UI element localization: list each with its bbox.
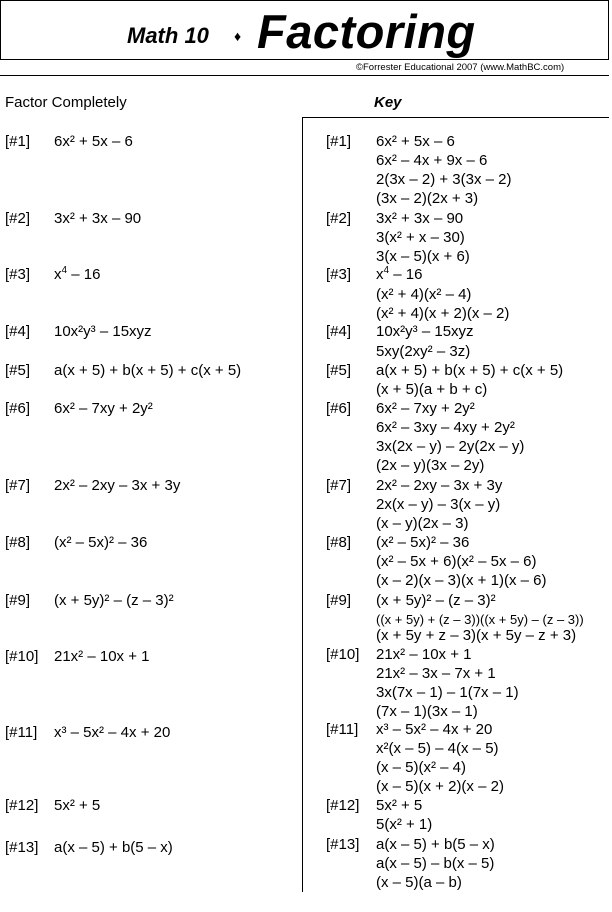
problem-expression: 10x²y³ – 15xyz (54, 323, 152, 340)
problem-expression: 5x² + 5 (54, 797, 101, 814)
problem-expression: 3x² + 3x – 90 (54, 210, 142, 227)
key-step: 2x(x – y) – 3(x – y) (376, 496, 501, 513)
problem-label: [#5] (5, 362, 31, 379)
key-step: (x² – 5x)² – 36 (376, 534, 470, 551)
problem-label: [#8] (5, 534, 31, 551)
key-step: 6x² + 5x – 6 (376, 133, 455, 150)
key-step: (7x – 1)(3x – 1) (376, 703, 478, 720)
key-top-divider (302, 117, 609, 118)
key-step: 21x² – 10x + 1 (376, 646, 472, 663)
key-step: (2x – y)(3x – 2y) (376, 457, 485, 474)
expr-rest: – 16 (67, 266, 101, 283)
key-step: 5x² + 5 (376, 797, 423, 814)
key-step: 6x² – 7xy + 2y² (376, 400, 475, 417)
key-label: [#3] (326, 266, 352, 283)
key-step: a(x + 5) + b(x + 5) + c(x + 5) (376, 362, 564, 379)
problem-expression: x³ – 5x² – 4x + 20 (54, 724, 171, 741)
page-title: Factoring (257, 5, 476, 58)
problem-expression: a(x + 5) + b(x + 5) + c(x + 5) (54, 362, 242, 379)
expr-base: x (376, 266, 384, 283)
key-step: (x² + 4)(x + 2)(x – 2) (376, 305, 510, 322)
key-label: [#1] (326, 133, 352, 150)
problem-expression: (x² – 5x)² – 36 (54, 534, 148, 551)
expr-exponent: 4 (383, 265, 390, 276)
problem-label: [#11] (5, 724, 38, 741)
key-step: (x + 5y)² – (z – 3)² (376, 592, 496, 609)
key-step: (x – 5)(a – b) (376, 874, 462, 891)
key-step: x³ – 5x² – 4x + 20 (376, 721, 493, 738)
key-label: [#12] (326, 797, 360, 814)
course-title: Math 10 (127, 23, 209, 48)
key-label: [#13] (326, 836, 360, 853)
key-step: (3x – 2)(2x + 3) (376, 190, 479, 207)
problem-expression: 6x² – 7xy + 2y² (54, 400, 153, 417)
key-step: 6x² – 3xy – 4xy + 2y² (376, 419, 515, 436)
key-step: (x² – 5x + 6)(x² – 5x – 6) (376, 553, 537, 570)
key-step: 3x(7x – 1) – 1(7x – 1) (376, 684, 519, 701)
key-label: [#6] (326, 400, 352, 417)
key-step: (x – y)(2x – 3) (376, 515, 469, 532)
key-step: 3x(2x – y) – 2y(2x – y) (376, 438, 525, 455)
diamond-separator-icon: ♦ (234, 28, 242, 44)
expr-base: x (54, 266, 62, 283)
key-step: 5(x² + 1) (376, 816, 433, 833)
problem-label: [#10] (5, 648, 39, 665)
problem-expression: 21x² – 10x + 1 (54, 648, 150, 665)
key-step: (x – 5)(x² – 4) (376, 759, 467, 776)
problem-label: [#6] (5, 400, 31, 417)
expr-exponent: 4 (61, 265, 68, 276)
problem-label: [#1] (5, 133, 31, 150)
problem-expression: 2x² – 2xy – 3x + 3y (54, 477, 181, 494)
key-step: 10x²y³ – 15xyz (376, 323, 474, 340)
problem-label: [#12] (5, 797, 39, 814)
key-step: 6x² – 4x + 9x – 6 (376, 152, 488, 169)
instructions: Factor Completely (5, 94, 127, 111)
expr-rest: – 16 (389, 266, 423, 283)
problem-label: [#9] (5, 592, 31, 609)
key-step: a(x – 5) – b(x – 5) (376, 855, 495, 872)
key-step (376, 266, 422, 284)
key-label: [#2] (326, 210, 352, 227)
key-heading: Key (374, 94, 402, 111)
key-label: [#7] (326, 477, 352, 494)
key-step: ((x + 5y) + (z – 3))((x + 5y) – (z – 3)) (376, 612, 584, 627)
key-step: 3x² + 3x – 90 (376, 210, 464, 227)
problem-expression (54, 266, 100, 284)
key-step: (x – 5)(x + 2)(x – 2) (376, 778, 504, 795)
key-label: [#9] (326, 592, 352, 609)
problem-label: [#3] (5, 266, 31, 283)
key-label: [#11] (326, 721, 359, 738)
problem-expression: (x + 5y)² – (z – 3)² (54, 592, 174, 609)
key-column-divider (302, 117, 303, 892)
title-box (0, 0, 609, 60)
key-step: (x + 5y + z – 3)(x + 5y – z + 3) (376, 627, 577, 644)
problem-label: [#13] (5, 839, 39, 856)
key-step: x²(x – 5) – 4(x – 5) (376, 740, 499, 757)
copyright-notice: ©Forrester Educational 2007 (www.MathBC.com) (356, 62, 565, 73)
key-step: a(x – 5) + b(5 – x) (376, 836, 495, 853)
key-step: (x – 2)(x – 3)(x + 1)(x – 6) (376, 572, 547, 589)
key-label: [#8] (326, 534, 352, 551)
key-step: 21x² – 3x – 7x + 1 (376, 665, 496, 682)
key-step: (x² + 4)(x² – 4) (376, 286, 472, 303)
key-label: [#5] (326, 362, 352, 379)
problem-label: [#4] (5, 323, 31, 340)
problem-label: [#7] (5, 477, 31, 494)
key-step: (x + 5)(a + b + c) (376, 381, 488, 398)
problem-expression: a(x – 5) + b(5 – x) (54, 839, 173, 856)
problem-label: [#2] (5, 210, 31, 227)
key-label: [#10] (326, 646, 360, 663)
key-step: 2x² – 2xy – 3x + 3y (376, 477, 503, 494)
header-divider (0, 75, 609, 76)
key-step: 5xy(2xy² – 3z) (376, 343, 471, 360)
problem-expression: 6x² + 5x – 6 (54, 133, 133, 150)
key-step: 2(3x – 2) + 3(3x – 2) (376, 171, 512, 188)
key-label: [#4] (326, 323, 352, 340)
key-step: 3(x² + x – 30) (376, 229, 465, 246)
key-step: 3(x – 5)(x + 6) (376, 248, 470, 265)
